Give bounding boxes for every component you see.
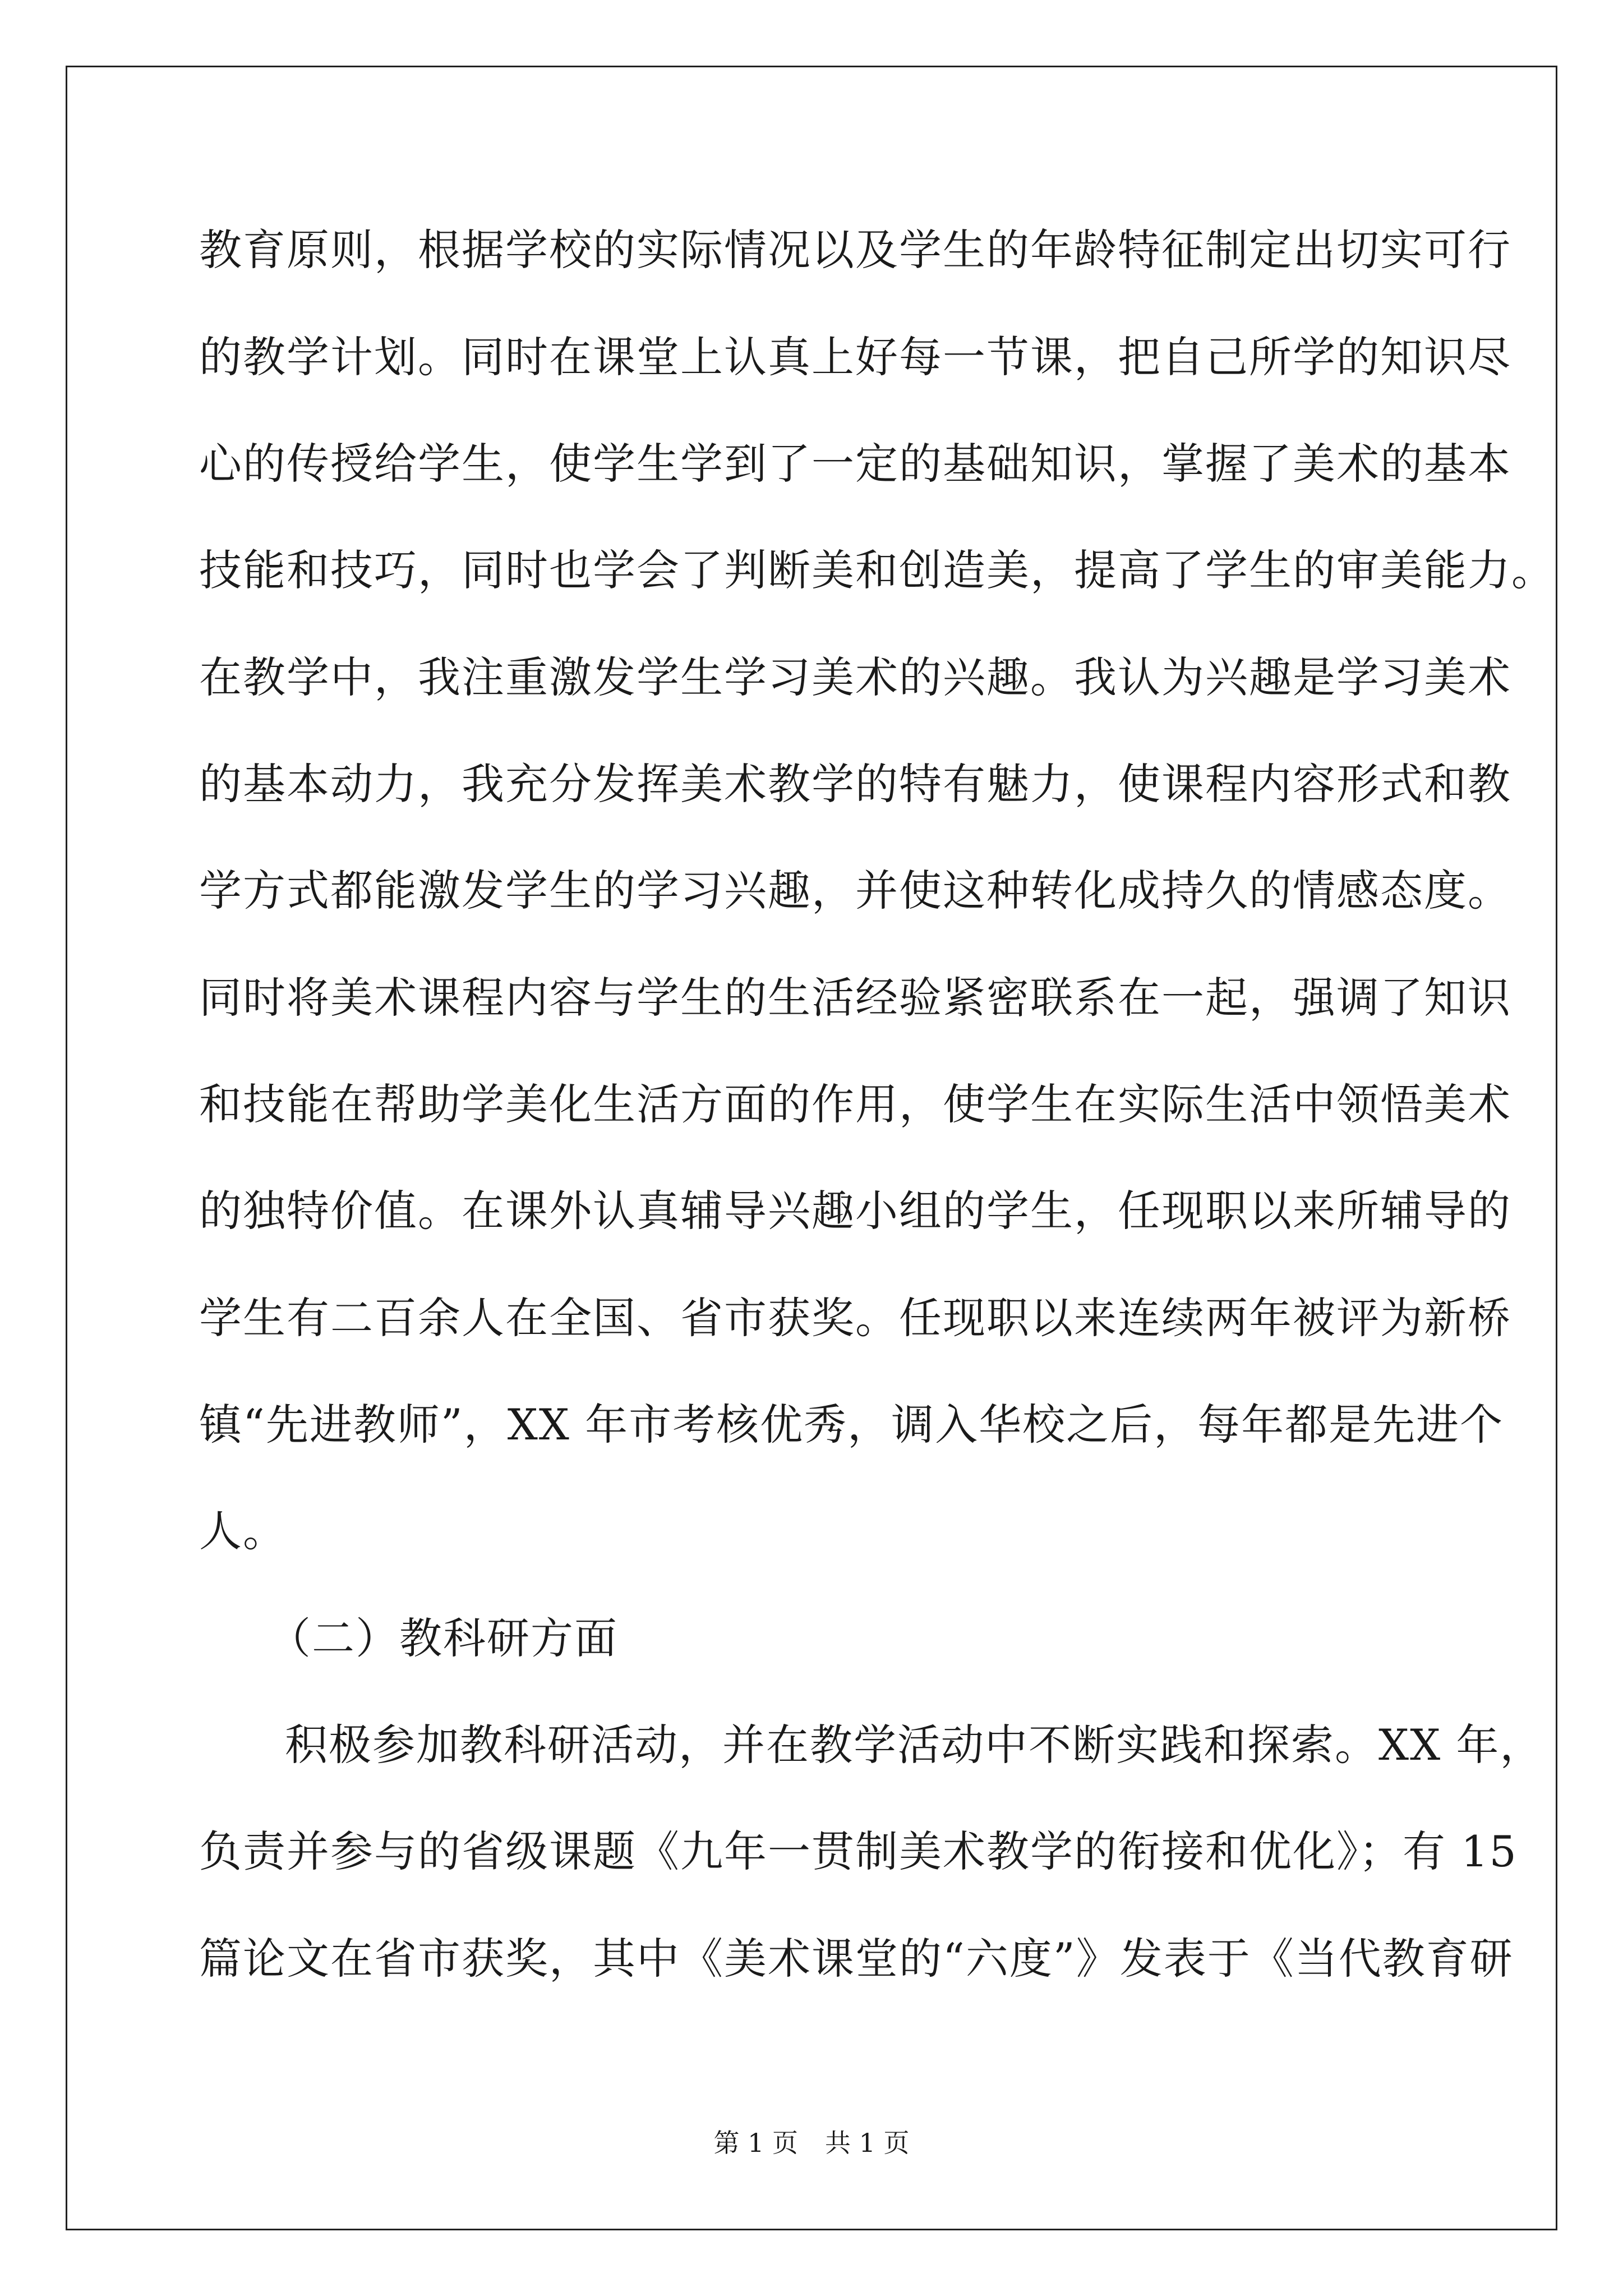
page-footer xyxy=(0,2126,1623,2160)
paragraph-line: 镇“先进教师”，XX 年市考核优秀，调入华校之后，每年都是先进个 xyxy=(199,1400,1504,1450)
paragraph-line: 和技能在帮助学美化生活方面的作用，使学生在实际生活中领悟美术 xyxy=(199,1079,1511,1129)
page-number-current: 第 1 页 xyxy=(713,2128,798,2158)
paragraph-line: 同时将美术课程内容与学生的生活经验紧密联系在一起，强调了知识 xyxy=(199,973,1511,1023)
page-border xyxy=(66,66,1557,2230)
paragraph-line: 学生有二百余人在全国、省市获奖。任现职以来连续两年被评为新桥 xyxy=(199,1293,1511,1343)
paragraph-line: 技能和技巧，同时也学会了判断美和创造美，提高了学生的审美能力。 xyxy=(199,545,1555,595)
paragraph-line: 教育原则，根据学校的实际情况以及学生的年龄特征制定出切实可行 xyxy=(199,225,1511,275)
section-heading: （二）教科研方面 xyxy=(268,1613,618,1663)
paragraph-line: 学方式都能激发学生的学习兴趣，并使这种转化成持久的情感态度。 xyxy=(199,866,1511,915)
paragraph-line: 的教学计划。同时在课堂上认真上好每一节课，把自己所学的知识尽 xyxy=(199,332,1511,382)
paragraph-line: 的独特价值。在课外认真辅导兴趣小组的学生，任现职以来所辅导的 xyxy=(199,1186,1511,1236)
paragraph-line: 人。 xyxy=(199,1506,287,1556)
paragraph-line: 负责并参与的省级课题《九年一贯制美术教学的衔接和优化》；有 15 xyxy=(199,1826,1518,1876)
page-number-total: 共 1 页 xyxy=(825,2128,910,2158)
paragraph-line: 篇论文在省市获奖，其中《美术课堂的“六度”》发表于《当代教育研 xyxy=(199,1934,1514,1984)
paragraph-line: 心的传授给学生，使学生学到了一定的基础知识，掌握了美术的基本 xyxy=(199,439,1511,489)
paragraph-line: 在教学中，我注重激发学生学习美术的兴趣。我认为兴趣是学习美术 xyxy=(199,652,1511,702)
paragraph-line: 积极参加教科研活动，并在教学活动中不断实践和探索。XX 年， xyxy=(285,1720,1544,1770)
paragraph-line: 的基本动力，我充分发挥美术教学的特有魅力，使课程内容形式和教 xyxy=(199,759,1511,809)
